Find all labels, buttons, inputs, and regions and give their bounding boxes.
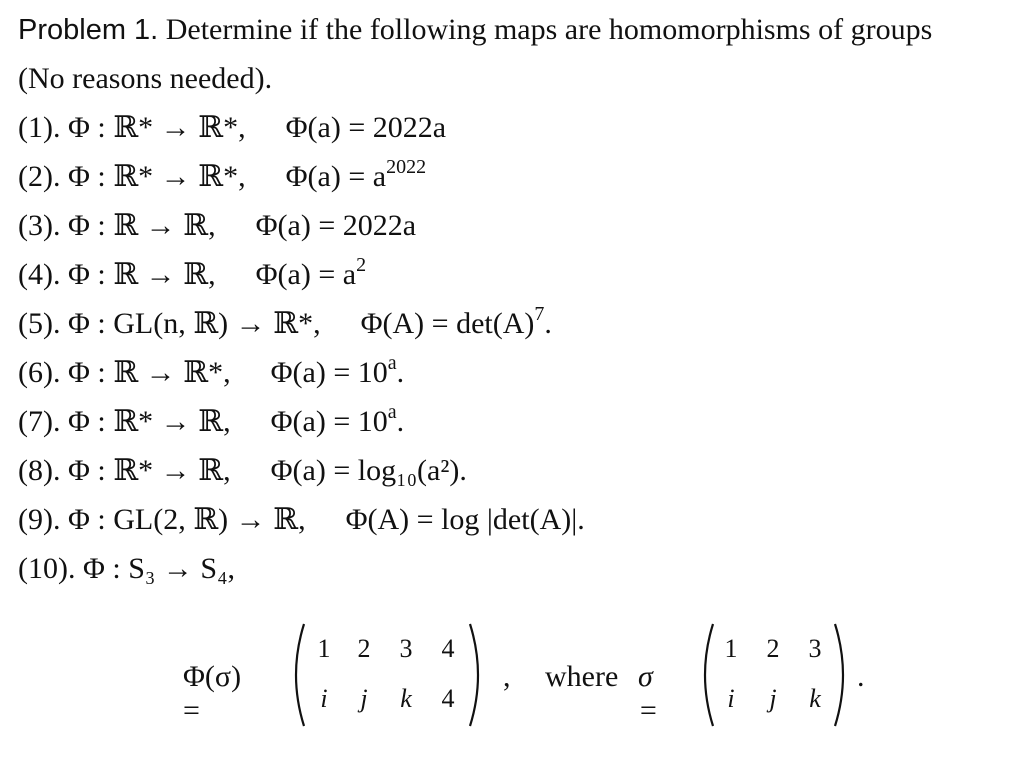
item-map: Φ : ℝ → ℝ*, [67, 356, 231, 389]
item-exponent: 2 [356, 254, 367, 276]
item-rule-rhs: 10 [357, 405, 388, 438]
item-map: Φ : ℝ* → ℝ, [67, 454, 231, 487]
item-line [18, 401, 405, 440]
matrix-b-cell: k [809, 684, 821, 713]
display-comma: , [503, 660, 511, 693]
item-rule-rhs: log |det(A)| [441, 503, 578, 536]
matrix-a-cell: 4 [441, 634, 455, 663]
item-rule-lhs: Φ(A) = [345, 503, 442, 536]
item-rule-rhs: 2022a [372, 111, 447, 144]
matrix-b-cell: 3 [808, 634, 822, 663]
item-number: (6). [18, 356, 61, 389]
item-number: (5). [18, 307, 61, 340]
item-tail: . [577, 503, 585, 536]
item-line [18, 110, 446, 146]
matrix-b-cell: 2 [766, 634, 780, 663]
item-line [18, 156, 427, 195]
right-paren-b [831, 620, 853, 730]
display-where: where [545, 660, 619, 693]
item-rule-rhs: log₁₀(a²) [357, 454, 460, 487]
item-map: Φ : GL(2, ℝ) → ℝ, [67, 503, 306, 536]
item-map: Φ : ℝ* → ℝ*, [67, 160, 246, 193]
problem-statement: Determine if the following maps are homomorphisms of groups [165, 13, 933, 46]
item-line [18, 453, 467, 489]
item-tail: . [544, 307, 552, 340]
matrix-a-cell: 1 [317, 634, 331, 663]
item-line [18, 502, 585, 538]
item-line [18, 208, 416, 244]
problem-heading [18, 12, 932, 48]
display-lhs: Φ(σ) = [183, 660, 242, 727]
item-number: (2). [18, 160, 61, 193]
item-map: Φ : ℝ* → ℝ, [67, 405, 231, 438]
item-map: Φ : ℝ → ℝ, [67, 209, 216, 242]
item-rule-rhs: 2022a [342, 209, 417, 242]
item-number: (9). [18, 503, 61, 536]
item-number: (3). [18, 209, 61, 242]
matrix-b-cell: i [727, 684, 735, 713]
display-period: . [857, 660, 865, 693]
item-number: (1). [18, 111, 61, 144]
item-rule-rhs: a [372, 160, 387, 193]
item-rule-lhs: Φ(a) = [270, 405, 358, 438]
item-number: (4). [18, 258, 61, 291]
item-map: Φ : GL(n, ℝ) → ℝ*, [67, 307, 321, 340]
matrix-a-cell: j [360, 684, 368, 713]
item-rule-lhs: Φ(a) = [285, 111, 373, 144]
item-tail: . [396, 405, 405, 438]
item-rule-lhs: Φ(a) = [270, 356, 358, 389]
item-rule-lhs: Φ(a) = [255, 258, 343, 291]
item-rule-rhs: 10 [357, 356, 388, 389]
matrix-a-cell: 3 [399, 634, 413, 663]
item-number: (8). [18, 454, 61, 487]
item-line [18, 352, 405, 391]
problem-note: (No reasons needed). [18, 62, 273, 95]
item-line [18, 551, 235, 587]
item-rule-lhs: Φ(a) = [270, 454, 358, 487]
item-map: Φ : ℝ → ℝ, [67, 258, 216, 291]
item-tail: . [459, 454, 467, 487]
matrix-a-cell: 2 [357, 634, 371, 663]
problem-label: Problem 1. [18, 14, 159, 46]
item-number: (10). [18, 552, 76, 585]
matrix-b-cell: 1 [724, 634, 738, 663]
item-line [18, 303, 552, 342]
item-rule-lhs: Φ(a) = [285, 160, 373, 193]
matrix-b-cell: j [769, 684, 777, 713]
matrix-a-cell: k [400, 684, 412, 713]
item-rule-lhs: Φ(a) = [255, 209, 343, 242]
item-line [18, 254, 367, 293]
item-exponent: a [387, 352, 397, 374]
item-number: (7). [18, 405, 61, 438]
item-exponent: a [387, 401, 397, 423]
item-rule-lhs: Φ(A) = [360, 307, 457, 340]
display-sigma-eq: σ = [638, 660, 659, 727]
right-paren-a [466, 620, 488, 730]
item-map: Φ : S₃ → S₄, [82, 552, 236, 585]
item-exponent: 2022 [386, 156, 427, 178]
item-map: Φ : ℝ* → ℝ*, [67, 111, 246, 144]
item-rule-rhs: det(A) [456, 307, 535, 340]
item-tail: . [396, 356, 405, 389]
item-exponent: 7 [534, 303, 545, 325]
item-rule-rhs: a [342, 258, 357, 291]
matrix-a-cell: i [320, 684, 328, 713]
matrix-a-cell: 4 [441, 684, 455, 713]
